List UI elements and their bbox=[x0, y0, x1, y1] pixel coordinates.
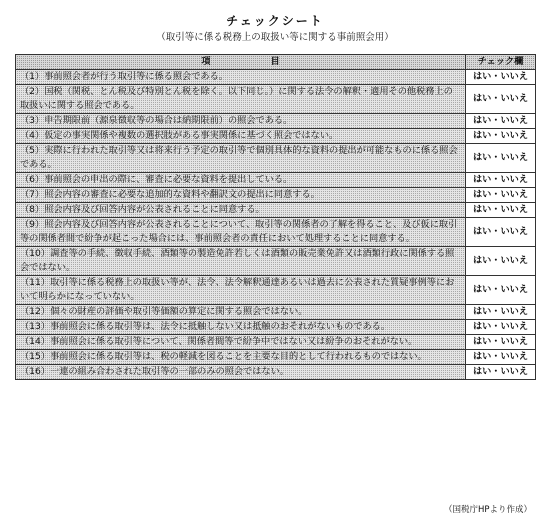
yes-no-check-field[interactable]: はい・いいえ bbox=[466, 173, 536, 188]
yes-no-check-field[interactable]: はい・いいえ bbox=[466, 70, 536, 85]
table-row bbox=[16, 188, 536, 203]
checklist-body bbox=[16, 70, 536, 380]
checklist-item-text: （2）国税（関税、とん税及び特別とん税を除く。以下同じ。）に関する法令の解釈・適用その他税務上の取扱いに関する照会である。 bbox=[16, 85, 466, 114]
table-row bbox=[16, 173, 536, 188]
table-row bbox=[16, 305, 536, 320]
table-row bbox=[16, 129, 536, 144]
yes-no-check-field[interactable]: はい・いいえ bbox=[466, 188, 536, 203]
yes-no-check-field[interactable]: はい・いいえ bbox=[466, 218, 536, 247]
table-row bbox=[16, 85, 536, 114]
checklist-item-text: （9）照会内容及び回答内容が公表されることについて、取引等の関係者の了解を得ること、及び仮に取引等の関係者間で紛争が起こった場合には、事前照会者の責任において処理することに同意する。 bbox=[16, 218, 466, 247]
checklist-item-text: （13）事前照会に係る取引等は、法令に抵触しない又は抵触のおそれがないものである。 bbox=[16, 320, 466, 335]
yes-no-check-field[interactable]: はい・いいえ bbox=[466, 365, 536, 380]
checklist-item-text: （3）申告期限前（源泉徴収等の場合は納期限前）の照会である。 bbox=[16, 114, 466, 129]
checklist-item-text: （16）一連の組み合わされた取引等の一部のみの照会ではない。 bbox=[16, 365, 466, 380]
table-row bbox=[16, 70, 536, 85]
checklist-item-text: （6）事前照会の申出の際に、審査に必要な資料を提出している。 bbox=[16, 173, 466, 188]
yes-no-check-field[interactable]: はい・いいえ bbox=[466, 305, 536, 320]
page-title: チェックシート bbox=[226, 14, 324, 28]
table-row bbox=[16, 350, 536, 365]
yes-no-check-field[interactable]: はい・いいえ bbox=[466, 247, 536, 276]
column-header-check: チェック欄 bbox=[466, 55, 536, 70]
table-row bbox=[16, 320, 536, 335]
checklist-item-text: （8）照会内容及び回答内容が公表されることに同意する。 bbox=[16, 203, 466, 218]
table-row bbox=[16, 276, 536, 305]
table-row bbox=[16, 335, 536, 350]
checklist-item-text: （1）事前照会者が行う取引等に係る照会である。 bbox=[16, 70, 466, 85]
table-row bbox=[16, 144, 536, 173]
page-subtitle: （取引等に係る税務上の取扱い等に関する事前照会用） bbox=[156, 32, 394, 43]
yes-no-check-field[interactable]: はい・いいえ bbox=[466, 114, 536, 129]
checklist-table bbox=[15, 54, 536, 380]
table-row bbox=[16, 114, 536, 129]
yes-no-check-field[interactable]: はい・いいえ bbox=[466, 320, 536, 335]
yes-no-check-field[interactable]: はい・いいえ bbox=[466, 85, 536, 114]
yes-no-check-field[interactable]: はい・いいえ bbox=[466, 276, 536, 305]
yes-no-check-field[interactable]: はい・いいえ bbox=[466, 203, 536, 218]
table-row bbox=[16, 365, 536, 380]
yes-no-check-field[interactable]: はい・いいえ bbox=[466, 144, 536, 173]
yes-no-check-field[interactable]: はい・いいえ bbox=[466, 350, 536, 365]
table-row bbox=[16, 203, 536, 218]
source-note: （国税庁HPより作成） bbox=[443, 505, 532, 515]
checklist-item-text: （7）照会内容の審査に必要な追加的な資料や翻訳文の提出に同意する。 bbox=[16, 188, 466, 203]
table-row bbox=[16, 218, 536, 247]
column-header-item: 項目 bbox=[16, 55, 466, 70]
checklist-item-text: （15）事前照会に係る取引等は、税の軽減を図ることを主要な目的として行われるものではない。 bbox=[16, 350, 466, 365]
checklist-item-text: （10）調査等の手続、徴収手続、酒類等の製造免許若しくは酒類の販売業免許又は酒類行政に関係する照会ではない。 bbox=[16, 247, 466, 276]
table-header-row bbox=[16, 55, 536, 70]
checklist-item-text: （11）取引等に係る税務上の取扱い等が、法令、法令解釈通達あるいは過去に公表された質疑事例等において明らかになっていない。 bbox=[16, 276, 466, 305]
checklist-item-text: （14）事前照会に係る取引等について、関係者間等で紛争中ではない又は紛争のおそれがない。 bbox=[16, 335, 466, 350]
checklist-item-text: （5）実際に行われた取引等又は将来行う予定の取引等で個別具体的な資料の提出が可能なものに係る照会である。 bbox=[16, 144, 466, 173]
checklist-item-text: （12）個々の財産の評価や取引等価額の算定に関する照会ではない。 bbox=[16, 305, 466, 320]
yes-no-check-field[interactable]: はい・いいえ bbox=[466, 129, 536, 144]
yes-no-check-field[interactable]: はい・いいえ bbox=[466, 335, 536, 350]
table-row bbox=[16, 247, 536, 276]
checklist-item-text: （4）仮定の事実関係や複数の選択肢がある事実関係に基づく照会ではない。 bbox=[16, 129, 466, 144]
